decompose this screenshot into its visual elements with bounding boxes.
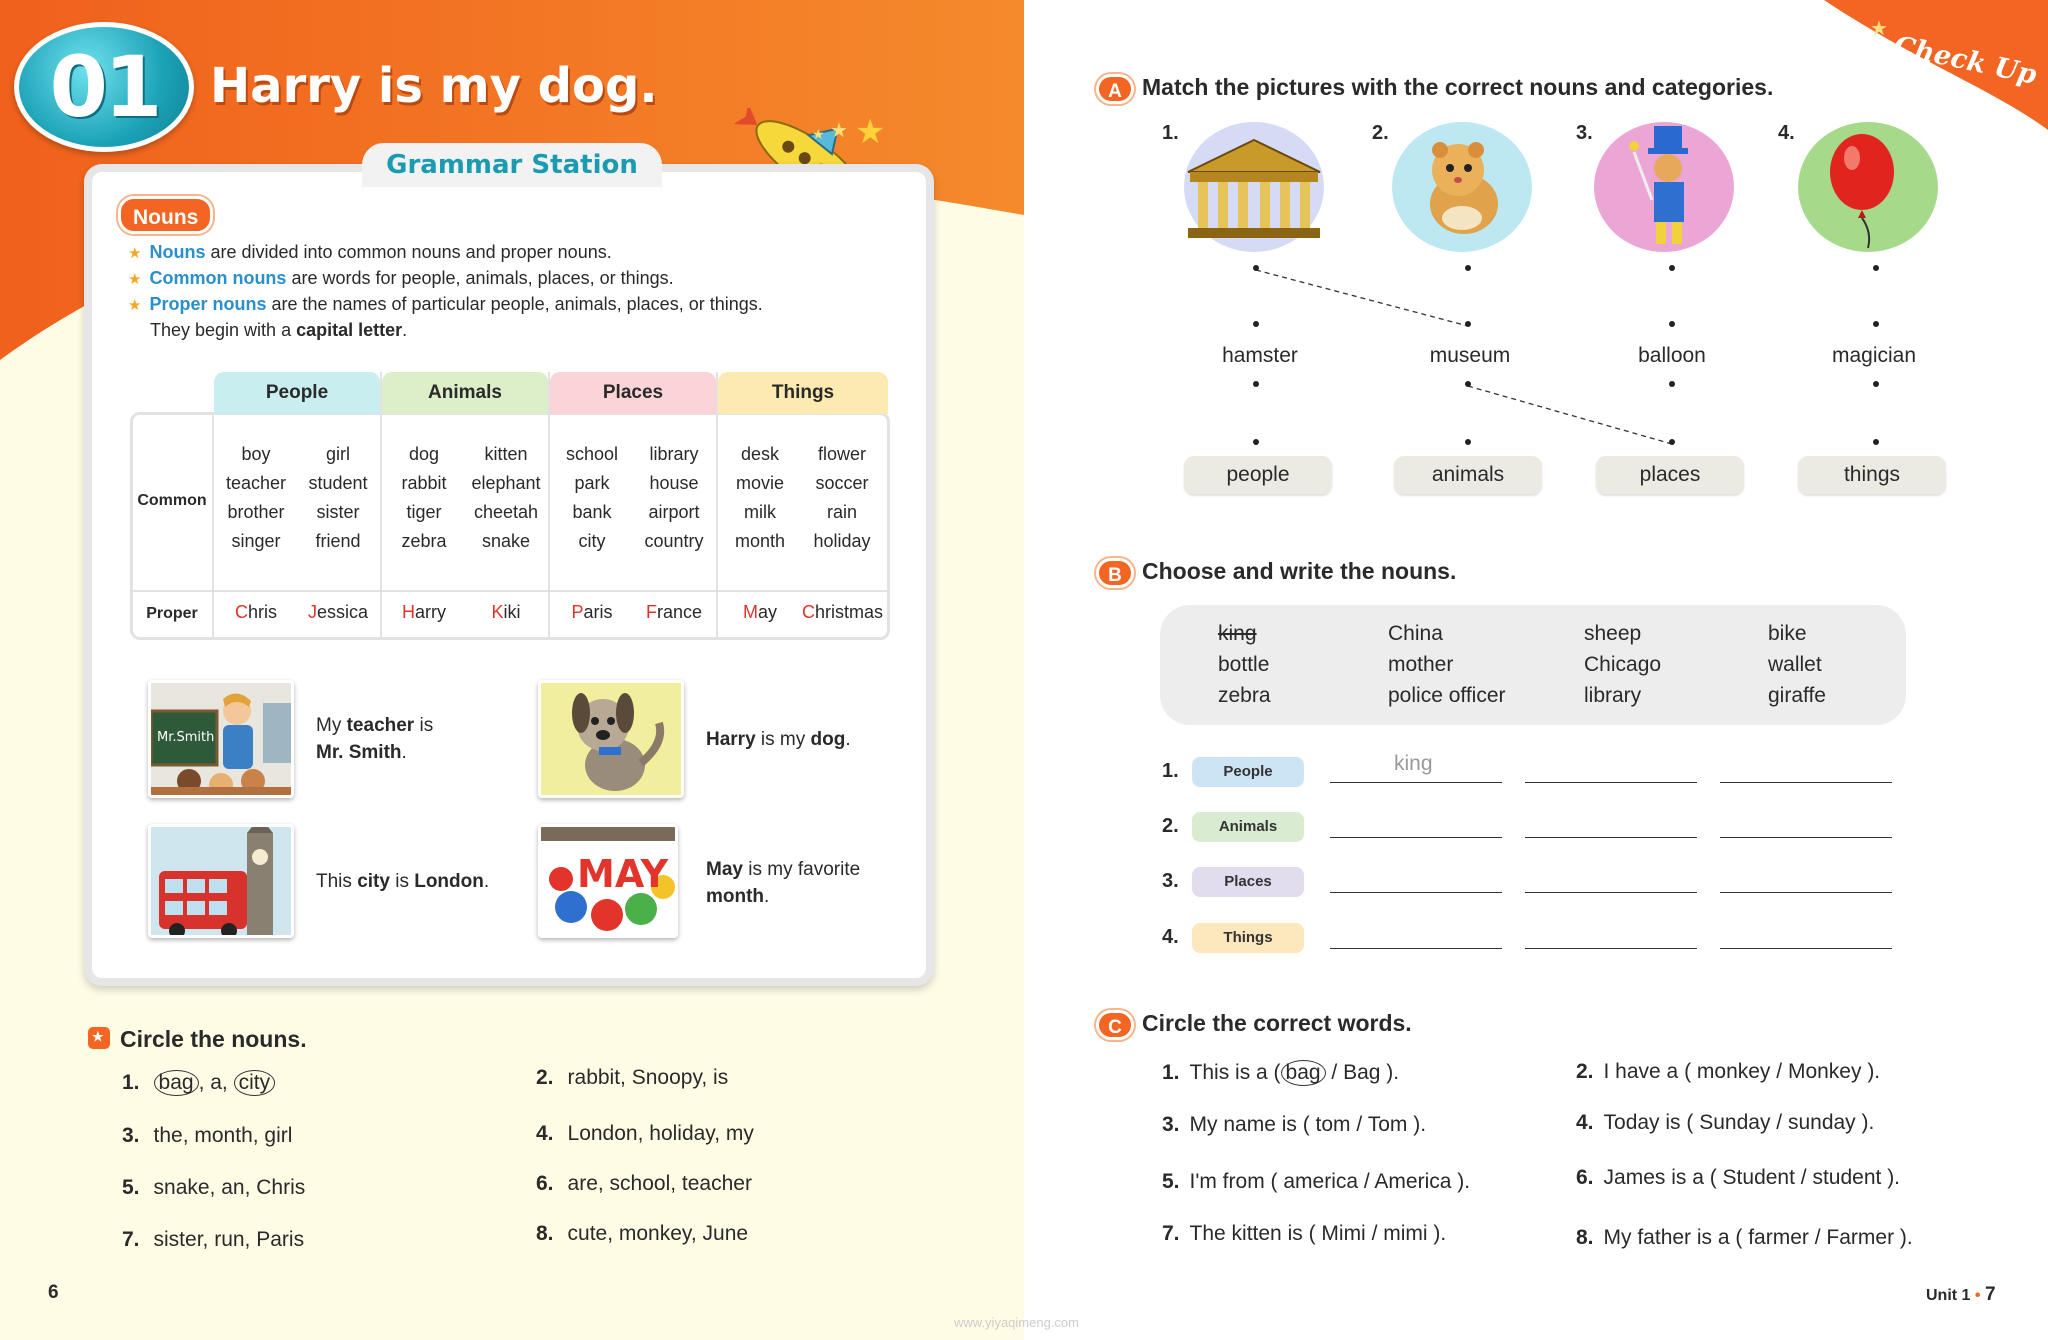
matching-dot[interactable]	[1465, 265, 1471, 271]
noun-table	[130, 372, 890, 642]
matching-dot[interactable]	[1253, 321, 1259, 327]
match-number-1: 1.	[1162, 122, 1179, 144]
london-picture	[148, 824, 294, 938]
word-bank-word: king	[1218, 622, 1257, 645]
option-word[interactable]: america	[1283, 1170, 1359, 1193]
row-number: 3.	[1162, 870, 1179, 892]
common-noun-cell: dog	[408, 444, 440, 464]
exercise-item-5[interactable]: 5. snake, an, Chris	[122, 1176, 306, 1199]
common-noun-cell: city	[578, 531, 606, 551]
option-word[interactable]: monkey	[1696, 1060, 1771, 1083]
option-word[interactable]: America	[1374, 1170, 1452, 1193]
common-noun-cell: tiger	[406, 502, 442, 522]
word-bank-word: bike	[1768, 622, 1807, 645]
category-label-animals: Animals	[1192, 812, 1304, 842]
matching-dot[interactable]	[1669, 381, 1675, 387]
matching-dot[interactable]	[1669, 439, 1675, 445]
answer-circle[interactable]: bag	[154, 1070, 199, 1096]
may-calendar-picture	[538, 824, 678, 938]
section-a-title: A Match the pictures with the correct nouns and categories.	[1096, 74, 1773, 104]
dog-caption: Harry is my dog.	[706, 729, 851, 750]
category-people[interactable]: people	[1184, 456, 1332, 494]
rule-3: ★ Proper nouns are the names of particular people, animals, places, or things.	[128, 294, 763, 314]
word-bank-word: giraffe	[1768, 684, 1826, 707]
common-noun-cell: elephant	[471, 473, 541, 493]
unit-number-badge	[14, 22, 194, 152]
common-noun-cell: holiday	[813, 531, 871, 551]
matching-dot[interactable]	[1873, 439, 1879, 445]
section-a-badge: A	[1096, 74, 1134, 104]
common-noun-cell: park	[574, 473, 610, 493]
nouns-tag: Nouns	[118, 196, 213, 234]
circle-item-6: 6. James is a ( Student / student ).	[1576, 1166, 1901, 1189]
matching-dot[interactable]	[1253, 265, 1259, 271]
proper-noun-cell: Jessica	[307, 602, 369, 622]
category-things[interactable]: things	[1798, 456, 1946, 494]
row-number: 1.	[1162, 760, 1179, 782]
label-col-divider	[212, 412, 214, 640]
common-noun-cell: teacher	[225, 473, 287, 493]
star-decoration-icon: ★	[1870, 18, 1888, 40]
answer-line[interactable]	[1720, 782, 1892, 783]
match-number-3: 3.	[1576, 122, 1593, 144]
common-noun-cell: flower	[817, 444, 866, 464]
common-noun-cell: bank	[572, 502, 612, 522]
common-noun-cell: country	[644, 531, 704, 551]
option-word[interactable]: sunday	[1787, 1111, 1856, 1134]
matching-dot[interactable]	[1253, 439, 1259, 445]
answer-line[interactable]	[1330, 892, 1502, 893]
dog-icon	[541, 683, 684, 798]
noun-museum[interactable]: museum	[1429, 344, 1511, 367]
row-divider	[130, 590, 890, 592]
section-b-badge: B	[1096, 558, 1134, 588]
common-noun-cell: brother	[227, 502, 285, 522]
section-c-badge: C	[1096, 1010, 1134, 1040]
page-number-left: 6	[48, 1282, 59, 1303]
exercise-title: ★Circle the nouns.	[88, 1026, 307, 1053]
option-word[interactable]: student	[1812, 1166, 1882, 1189]
unit-number: 01	[49, 38, 159, 136]
answer-line[interactable]	[1330, 837, 1502, 838]
common-noun-cell: singer	[231, 531, 281, 551]
page-number-right: 7	[1984, 1284, 1996, 1305]
star-bullet-icon: ★	[128, 297, 142, 314]
svg-text:Mr.Smith: Mr.Smith	[157, 730, 215, 745]
common-noun-cell: cheetah	[473, 502, 539, 522]
london-caption: This city is London.	[316, 871, 490, 892]
word-bank-word: library	[1584, 684, 1642, 707]
answer-line[interactable]	[1330, 782, 1502, 783]
teacher-picture	[148, 680, 294, 798]
star-decoration-icon: ★	[855, 113, 886, 151]
rule-1: ★ Nouns are divided into common nouns and proper nouns.	[128, 242, 612, 262]
category-animals[interactable]: animals	[1394, 456, 1542, 494]
example-answer-king: king	[1394, 752, 1433, 775]
section-b-title: B Choose and write the nouns.	[1096, 558, 1456, 588]
category-places[interactable]: places	[1596, 456, 1744, 494]
answer-circle[interactable]: city	[234, 1070, 276, 1096]
circle-item-7: 7. The kitten is ( Mimi / mimi ).	[1162, 1222, 1447, 1245]
matching-dot[interactable]	[1465, 381, 1471, 387]
proper-noun-cell: Kiki	[491, 602, 521, 622]
answer-line[interactable]	[1525, 892, 1697, 893]
word-bank-word: mother	[1388, 653, 1454, 676]
unit-title: Harry is my dog.	[210, 58, 658, 114]
option-word[interactable]: tom	[1315, 1113, 1351, 1136]
star-bullet-icon: ★	[128, 245, 142, 262]
dog-picture	[538, 680, 684, 798]
circle-item-8: 8. My father is a ( farmer / Farmer ).	[1576, 1226, 1913, 1249]
word-bank-word: Chicago	[1584, 653, 1662, 676]
option-word[interactable]: Student	[1722, 1166, 1795, 1189]
star-box-icon	[88, 1027, 110, 1049]
common-noun-cell: friend	[315, 531, 361, 551]
row-label-proper: Proper	[146, 605, 198, 622]
proper-noun-cell: Chris	[234, 602, 277, 622]
answer-line[interactable]	[1525, 948, 1697, 949]
answer-line[interactable]	[1525, 782, 1697, 783]
match-number-2: 2.	[1372, 122, 1389, 144]
word-bank-word: wallet	[1768, 653, 1822, 676]
common-noun-cell: milk	[744, 502, 776, 522]
matching-dot[interactable]	[1253, 381, 1259, 387]
option-word[interactable]: Mimi	[1321, 1222, 1366, 1245]
circle-item-1: 1. This is a ( bag / Bag ).	[1162, 1061, 1400, 1084]
common-noun-cell: movie	[735, 473, 784, 493]
matching-dot[interactable]	[1669, 321, 1675, 327]
rule-3-continuation: They begin with a capital letter.	[150, 320, 408, 340]
circle-item-3: 3. My name is ( tom / Tom ).	[1162, 1113, 1427, 1136]
exercise-item-6[interactable]: 6. are, school, teacher	[536, 1172, 752, 1195]
star-bullet-icon: ★	[128, 271, 142, 288]
teacher-caption: My teacher is Mr. Smith.	[316, 715, 434, 763]
grammar-station-tab: Grammar Station	[362, 143, 662, 187]
check-up-label: Check Up	[1890, 30, 2040, 91]
exercise-item-3[interactable]: 3. the, month, girl	[122, 1124, 293, 1147]
option-word[interactable]: bag	[1281, 1060, 1326, 1086]
column-header-places: Places	[550, 372, 716, 414]
common-noun-cell: zebra	[401, 531, 447, 551]
matching-dot[interactable]	[1465, 439, 1471, 445]
noun-hamster[interactable]: hamster	[1222, 344, 1298, 367]
circle-item-2: 2. I have a ( monkey / Monkey ).	[1576, 1060, 1881, 1083]
circle-item-4: 4. Today is ( Sunday / sunday ).	[1576, 1111, 1875, 1134]
common-noun-cell: snake	[481, 531, 531, 551]
common-noun-cell: house	[649, 473, 699, 493]
proper-noun-cell: Harry	[402, 602, 446, 622]
option-word[interactable]: Tom	[1367, 1113, 1408, 1136]
footer-unit: Unit 1 • 7	[1926, 1284, 1996, 1305]
matching-lines	[1024, 0, 2048, 500]
category-label-places: Places	[1192, 867, 1304, 897]
option-word[interactable]: Bag	[1343, 1061, 1381, 1084]
common-noun-cell: desk	[740, 444, 780, 464]
word-bank-word: sheep	[1584, 622, 1642, 645]
match-number-4: 4.	[1778, 122, 1795, 144]
matching-dot[interactable]	[1873, 321, 1879, 327]
word-bank-word: bottle	[1218, 653, 1270, 676]
category-label-things: Things	[1192, 923, 1304, 953]
common-noun-cell: library	[649, 444, 699, 464]
proper-noun-cell: Christmas	[802, 602, 884, 622]
star-decoration-icon: ★	[830, 120, 848, 142]
common-noun-cell: sister	[316, 502, 360, 522]
column-header-animals: Animals	[382, 372, 548, 414]
word-bank-word: China	[1388, 622, 1443, 645]
row-number: 4.	[1162, 926, 1179, 948]
answer-line[interactable]	[1720, 948, 1892, 949]
proper-noun-cell: May	[742, 602, 777, 622]
common-noun-cell: girl	[325, 444, 350, 464]
common-noun-cell: student	[308, 473, 368, 493]
circle-item-5: 5. I'm from ( america / America ).	[1162, 1170, 1471, 1193]
answer-line[interactable]	[1330, 948, 1502, 949]
word-bank-word: zebra	[1218, 684, 1271, 707]
common-noun-cell: month	[734, 531, 786, 551]
option-word[interactable]: farmer	[1748, 1226, 1809, 1249]
exercise-item-2[interactable]: 2. rabbit, Snoopy, is	[536, 1066, 729, 1089]
matching-dot[interactable]	[1873, 265, 1879, 271]
teacher-classroom-icon	[151, 683, 294, 798]
option-word[interactable]: Farmer	[1826, 1226, 1895, 1249]
answer-line[interactable]	[1720, 892, 1892, 893]
option-word[interactable]: Monkey	[1787, 1060, 1862, 1083]
column-header-things: Things	[718, 372, 888, 414]
common-noun-cell: rain	[826, 502, 857, 522]
answer-line[interactable]	[1720, 837, 1892, 838]
row-number: 2.	[1162, 815, 1179, 837]
matching-dot[interactable]	[1465, 321, 1471, 327]
matching-dot[interactable]	[1669, 265, 1675, 271]
common-noun-cell: kitten	[484, 444, 528, 464]
common-noun-cell: airport	[648, 502, 700, 522]
common-noun-cell: soccer	[815, 473, 869, 493]
word-bank-word: police officer	[1388, 684, 1506, 707]
noun-magician[interactable]: magician	[1831, 344, 1917, 367]
option-word[interactable]: mimi	[1383, 1222, 1428, 1245]
star-decoration-icon: ★	[812, 126, 825, 142]
common-noun-cell: boy	[241, 444, 271, 464]
watermark: www.yiyaqimeng.com	[954, 1315, 1079, 1330]
row-label-common: Common	[137, 492, 207, 509]
common-noun-cell: school	[565, 444, 619, 464]
london-bus-icon	[151, 827, 294, 938]
noun-balloon[interactable]: balloon	[1638, 344, 1706, 367]
column-header-people: People	[214, 372, 380, 414]
proper-noun-cell: Paris	[571, 602, 613, 622]
option-word[interactable]: Sunday	[1699, 1111, 1771, 1134]
section-c-title: C Circle the correct words.	[1096, 1010, 1412, 1040]
exercise-item-7[interactable]: 7. sister, run, Paris	[122, 1228, 305, 1251]
matching-dot[interactable]	[1873, 381, 1879, 387]
category-label-people: People	[1192, 757, 1304, 787]
proper-noun-cell: France	[645, 602, 703, 622]
exercise-item-4[interactable]: 4. London, holiday, my	[536, 1122, 754, 1145]
calendar-icon	[541, 827, 678, 938]
answer-line[interactable]	[1525, 837, 1697, 838]
exercise-item-1: 1. bag , a, city	[122, 1070, 275, 1096]
svg-text:MAY: MAY	[577, 852, 669, 896]
exercise-item-8[interactable]: 8. cute, monkey, June	[536, 1222, 749, 1245]
may-caption: May is my favorite month.	[706, 859, 861, 907]
common-noun-cell: rabbit	[401, 473, 447, 493]
rule-2: ★ Common nouns are words for people, animals, places, or things.	[128, 268, 674, 288]
